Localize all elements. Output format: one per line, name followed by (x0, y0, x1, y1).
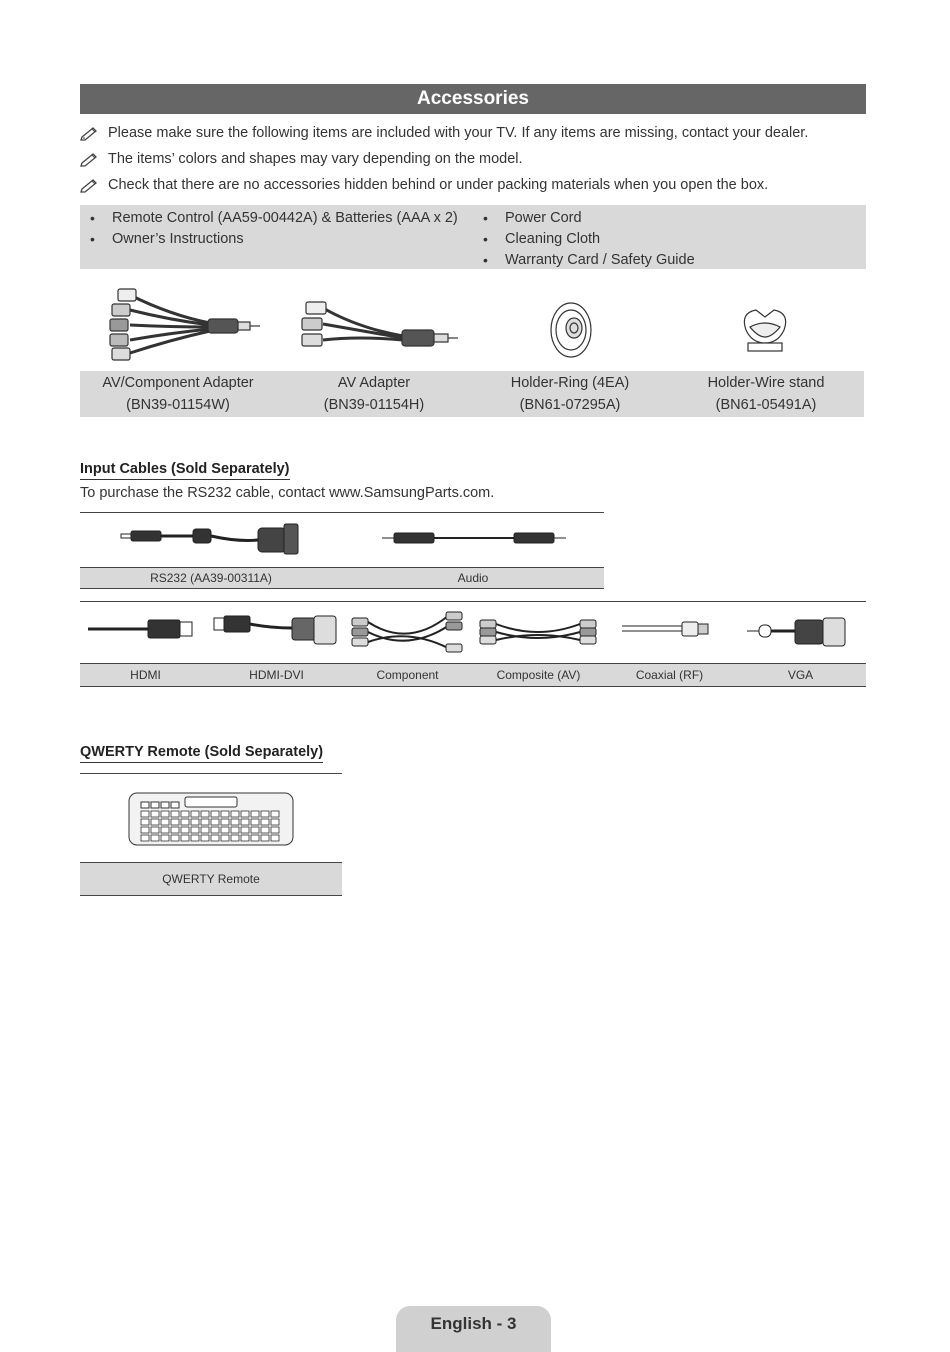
included-item: • Remote Control (AA59-00442A) & Batteries (AAA x 2) (80, 208, 458, 229)
note-pencil-icon (80, 125, 102, 141)
cable-label: Coaxial (RF) (635, 668, 704, 682)
cable-label-row-2 (80, 663, 866, 687)
holder-ring-icon (548, 300, 594, 360)
divider (80, 601, 866, 602)
included-list-left (80, 208, 458, 250)
accessory-part-number: (BN39-01154W) (126, 397, 230, 413)
input-cables-heading (80, 461, 290, 477)
note-pencil-icon (80, 177, 102, 193)
cable-label: HDMI (130, 668, 161, 682)
cable-label: HDMI-DVI (249, 668, 304, 682)
accessory-cell (276, 371, 472, 417)
av-component-adapter-icon (100, 285, 265, 365)
included-items-box (80, 205, 866, 269)
qwerty-label: QWERTY Remote (80, 862, 342, 896)
note-text: Check that there are no accessories hidden behind or under packing materials when you open the box. (108, 177, 769, 193)
audio-cable-icon (380, 528, 570, 548)
note-item (80, 177, 768, 193)
cable-label: Audio (457, 571, 489, 585)
accessory-part-number: (BN61-05491A) (715, 397, 817, 413)
qwerty-remote-icon (127, 791, 295, 847)
accessory-cell (472, 371, 668, 417)
av-adapter-icon (298, 298, 463, 353)
accessory-name: AV Adapter (337, 375, 411, 391)
qwerty-heading (80, 744, 323, 760)
accessory-part-number: (BN39-01154H) (323, 397, 425, 413)
input-cables-note: To purchase the RS232 cable, contact www.SamsungParts.com. (80, 485, 495, 501)
accessory-cell (668, 371, 864, 417)
included-list-right (473, 208, 695, 271)
cable-label: Component (376, 668, 439, 682)
page-number-tab: English - 3 (396, 1306, 551, 1352)
input-cables-heading-text: Input Cables (Sold Separately) (80, 461, 290, 480)
hdmi-cable-icon (86, 614, 196, 644)
cable-label: RS232 (AA39-00311A) (150, 571, 272, 585)
hdmi-dvi-cable-icon (210, 610, 340, 648)
cable-label-row-1 (80, 567, 604, 589)
holder-wire-stand-icon (738, 305, 792, 355)
cable-label: VGA (787, 668, 814, 682)
accessory-name: AV/Component Adapter (102, 375, 254, 391)
cable-label: Composite (AV) (496, 668, 581, 682)
included-item: • Warranty Card / Safety Guide (473, 250, 695, 271)
included-item: • Power Cord (473, 208, 695, 229)
vga-cable-icon (745, 614, 850, 648)
accessory-label-row (80, 371, 864, 417)
note-item (80, 151, 523, 167)
included-item: • Owner’s Instructions (80, 229, 458, 250)
note-pencil-icon (80, 151, 102, 167)
component-cable-icon (348, 608, 466, 656)
accessory-part-number: (BN61-07295A) (519, 397, 621, 413)
accessory-cell (80, 371, 276, 417)
accessory-name: Holder-Ring (4EA) (510, 375, 630, 391)
included-item: • Cleaning Cloth (473, 229, 695, 250)
divider (80, 512, 604, 513)
page-title: Accessories (80, 84, 866, 114)
note-item (80, 125, 808, 141)
qwerty-heading-text: QWERTY Remote (Sold Separately) (80, 744, 323, 763)
accessory-name: Holder-Wire stand (707, 375, 825, 391)
note-text: Please make sure the following items are included with your TV. If any items are missing, contact your dealer. (108, 125, 809, 141)
composite-cable-icon (476, 614, 602, 650)
note-text: The items’ colors and shapes may vary depending on the model. (108, 151, 523, 167)
divider (80, 773, 342, 774)
rs232-cable-icon (118, 520, 303, 558)
coaxial-cable-icon (620, 618, 712, 640)
